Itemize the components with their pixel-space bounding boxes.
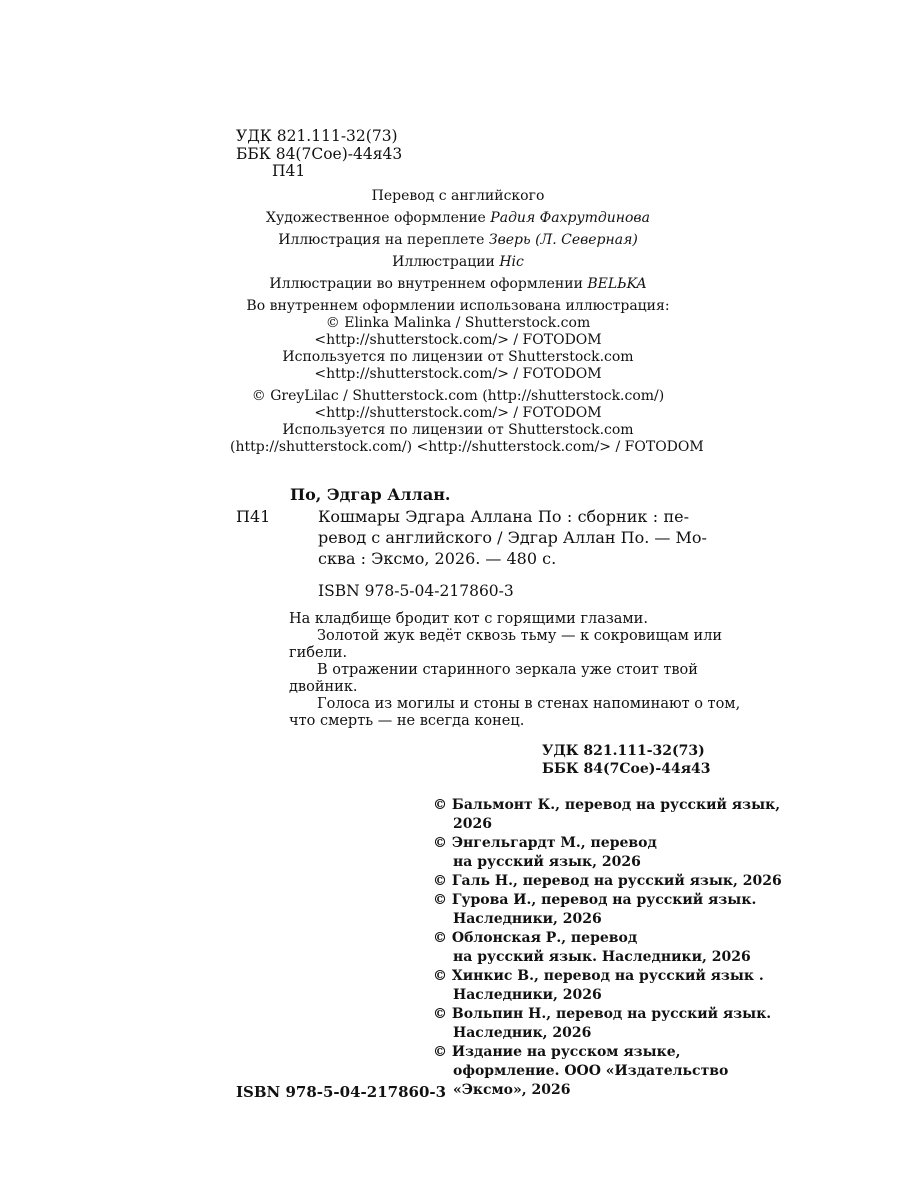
used-illustration-note: Во внутреннем оформлении использована иллюстрация: — [246, 298, 670, 314]
bbk-code: ББК 84(7Сое)-44я43 — [236, 144, 403, 163]
source-line: <http://shutterstock.com/> / FOTODOM — [314, 405, 602, 421]
annotation-paragraph: На кладбище бродит кот с горящими глазами. — [289, 611, 648, 627]
illustrations-credit: Иллюстрации Hic — [392, 254, 524, 270]
source-line: <http://shutterstock.com/> / FOTODOM — [314, 332, 602, 348]
cover-illustration-credit: Иллюстрация на переплете Зверь (Л. Северная) — [278, 232, 638, 248]
source-line: © GreyLilac / Shutterstock.com (http://shutterstock.com/) — [251, 388, 665, 404]
isbn: ISBN 978-5-04-217860-3 — [318, 582, 514, 600]
credits-block — [230, 188, 704, 456]
source-line: <http://shutterstock.com/> / FOTODOM — [314, 366, 602, 382]
copyright-entry: © Вольпин Н., перевод на русский язык. Наследник, 2026 — [433, 1006, 772, 1041]
annotation-paragraph: В отражении старинного зеркала уже стоит твой двойник. — [289, 662, 698, 695]
source-line: © Elinka Malinka / Shutterstock.com — [325, 315, 591, 331]
copyright-entry: © Галь Н., перевод на русский язык, 2026 — [433, 873, 782, 889]
translation-note: Перевод с английского — [371, 188, 545, 204]
classification-codes — [236, 128, 402, 181]
copyright-entry: © Облонская Р., перевод на русский язык. Наследники, 2026 — [433, 930, 751, 965]
art-designer-name: Радия Фахрутдинова — [490, 210, 650, 226]
source-line: (http://shutterstock.com/) <http://shutterstock.com/> / FOTODOM — [230, 439, 704, 455]
source-line: Используется по лицензии от Shutterstock.com — [282, 349, 634, 365]
inner-illustrator-name: BELЬKA — [587, 276, 647, 292]
copyright-entry: © Издание на русском языке, оформление. ООО «Издательство «Эксмо», 2026 — [433, 1044, 729, 1098]
bibliographic-description — [318, 506, 707, 569]
annotation — [289, 611, 741, 730]
udk-code: УДК 821.111-32(73) — [236, 127, 398, 145]
annotation-paragraph: Золотой жук ведёт сквозь тьму — к сокровищам или гибели. — [289, 628, 723, 661]
annotation-paragraph: Голоса из могилы и стоны в стенах напоминают о том, что смерть — не всегда конец. — [289, 696, 741, 729]
author-heading: По, Эдгар Аллан. — [290, 485, 451, 504]
source-line: Используется по лицензии от Shutterstock.com — [282, 422, 634, 438]
biblio-line: Кошмары Эдгара Аллана По : сборник : пе- — [318, 507, 689, 526]
bottom-classification-codes — [542, 742, 711, 778]
copyright-entry: © Гурова И., перевод на русский язык. Наследники, 2026 — [433, 892, 757, 927]
copyright-list — [433, 796, 782, 1100]
isbn-bottom: ISBN 978-5-04-217860-3 — [236, 1083, 447, 1101]
copyright-entry: © Хинкис В., перевод на русский язык . Наследники, 2026 — [433, 968, 764, 1003]
udk-code: УДК 821.111-32(73) — [542, 743, 705, 759]
biblio-line: сква : Эксмо, 2026. — 480 с. — [318, 549, 557, 568]
biblio-line: ревод с английского / Эдгар Аллан По. — Мо- — [318, 528, 707, 547]
illustrator-name: Hic — [499, 254, 524, 270]
biblio-author-mark: П41 — [236, 507, 271, 526]
copyright-entry: © Бальмонт К., перевод на русский язык, 2026 — [433, 797, 781, 832]
author-mark: П41 — [272, 162, 306, 180]
art-design-credit: Художественное оформление Радия Фахрутдинова — [266, 210, 650, 226]
inner-design-credit: Иллюстрации во внутреннем оформлении BELЬKA — [269, 276, 647, 292]
cover-illustrator-name: Зверь (Л. Северная) — [488, 232, 638, 248]
bbk-code: ББК 84(7Сое)-44я43 — [542, 761, 711, 777]
copyright-entry: © Энгельгардт М., перевод на русский язык, 2026 — [433, 835, 657, 870]
